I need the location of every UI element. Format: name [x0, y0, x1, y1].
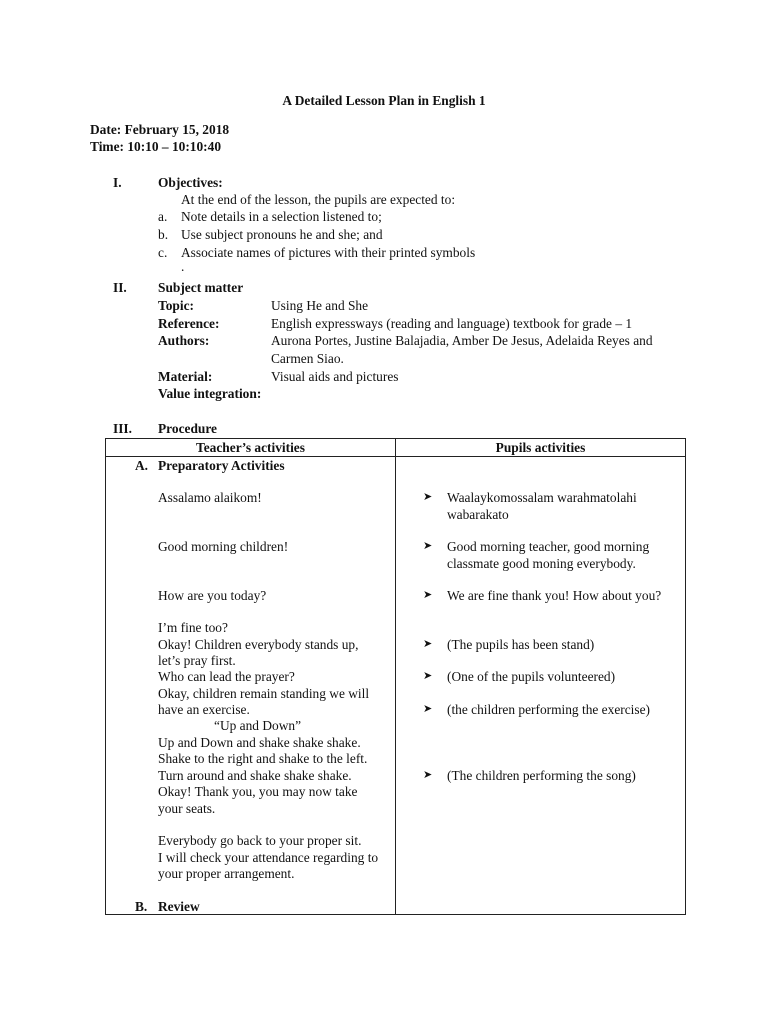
arrowhead-bullet-icon: ➤: [423, 703, 433, 715]
teacher-line: Okay! Thank you, you may now take: [158, 784, 358, 799]
objective-a: Note details in a selection listened to;: [181, 209, 382, 224]
objective-letter-a: a.: [158, 209, 168, 224]
teacher-line: I will check your attendance regarding to: [158, 850, 379, 865]
review-letter: B.: [135, 899, 148, 914]
date-line: Date: February 15, 2018: [90, 122, 230, 137]
teacher-line: How are you today?: [158, 588, 267, 603]
pupil-response-continued: classmate good moning everybody.: [447, 556, 636, 571]
objectives-trailing-dot: .: [181, 259, 185, 274]
section-3-heading: Procedure: [158, 421, 218, 436]
objective-b: Use subject pronouns he and she; and: [181, 227, 383, 242]
pupil-response-continued: wabarakato: [447, 507, 509, 522]
arrowhead-bullet-icon: ➤: [423, 769, 433, 781]
teacher-line: Up and Down and shake shake shake.: [158, 735, 361, 750]
teacher-line: Okay, children remain standing we will: [158, 686, 370, 701]
review-label: Review: [158, 899, 200, 914]
teacher-line: Everybody go back to your proper sit.: [158, 833, 362, 848]
document-title: A Detailed Lesson Plan in English 1: [282, 93, 486, 108]
material-label: Material:: [158, 369, 213, 384]
objective-letter-b: b.: [158, 227, 169, 242]
preparatory-letter: A.: [135, 458, 149, 473]
pupil-response: We are fine thank you! How about you?: [447, 588, 662, 603]
teacher-line: Good morning children!: [158, 539, 289, 554]
section-1-heading: Objectives:: [158, 175, 223, 190]
arrowhead-bullet-icon: ➤: [423, 540, 433, 552]
pupil-response: Good morning teacher, good morning: [447, 539, 650, 554]
teacher-line: your proper arrangement.: [158, 866, 295, 881]
table-border-left: [105, 438, 106, 915]
authors-value: Aurona Portes, Justine Balajadia, Amber De Jesus, Adelaida Reyes and: [271, 333, 653, 348]
teacher-line: Assalamo alaikom!: [158, 490, 262, 505]
authors-label: Authors:: [158, 333, 210, 348]
teacher-line: I’m fine too?: [158, 620, 228, 635]
time-line: Time: 10:10 – 10:10:40: [90, 139, 222, 154]
reference-value: English expressways (reading and language) textbook for grade – 1: [271, 316, 633, 331]
arrowhead-bullet-icon: ➤: [423, 638, 433, 650]
objective-c: Associate names of pictures with their printed symbols: [181, 245, 476, 260]
topic-label: Topic:: [158, 298, 194, 313]
arrowhead-bullet-icon: ➤: [423, 670, 433, 682]
authors-value-line2: Carmen Siao.: [271, 351, 344, 366]
objectives-intro: At the end of the lesson, the pupils are expected to:: [181, 192, 456, 207]
arrowhead-bullet-icon: ➤: [423, 589, 433, 601]
objective-letter-c: c.: [158, 245, 168, 260]
teacher-activities-header: Teacher’s activities: [196, 440, 305, 455]
table-column-divider: [395, 438, 396, 915]
pupil-response: (One of the pupils volunteered): [447, 669, 616, 684]
teacher-line: Who can lead the prayer?: [158, 669, 295, 684]
pupil-response: (The children performing the song): [447, 768, 636, 783]
teacher-line: Turn around and shake shake shake.: [158, 768, 352, 783]
pupil-response: (the children performing the exercise): [447, 702, 650, 717]
material-value: Visual aids and pictures: [271, 369, 399, 384]
section-1-numeral: I.: [113, 175, 122, 190]
pupils-activities-header: Pupils activities: [495, 440, 586, 455]
pupil-response: Waalaykomossalam warahmatolahi: [447, 490, 637, 505]
topic-value: Using He and She: [271, 298, 369, 313]
teacher-line: Okay! Children everybody stands up,: [158, 637, 359, 652]
teacher-line: your seats.: [158, 801, 216, 816]
reference-label: Reference:: [158, 316, 220, 331]
teacher-line: Shake to the right and shake to the left.: [158, 751, 368, 766]
teacher-line: have an exercise.: [158, 702, 250, 717]
section-2-numeral: II.: [113, 280, 127, 295]
section-3-numeral: III.: [113, 421, 132, 436]
pupil-response: (The pupils has been stand): [447, 637, 595, 652]
value-integration-label: Value integration:: [158, 386, 262, 401]
teacher-line: let’s pray first.: [158, 653, 236, 668]
arrowhead-bullet-icon: ➤: [423, 491, 433, 503]
preparatory-activities-label: Preparatory Activities: [158, 458, 285, 473]
song-title: “Up and Down”: [214, 718, 302, 733]
table-border-right: [685, 438, 686, 915]
section-2-heading: Subject matter: [158, 280, 244, 295]
